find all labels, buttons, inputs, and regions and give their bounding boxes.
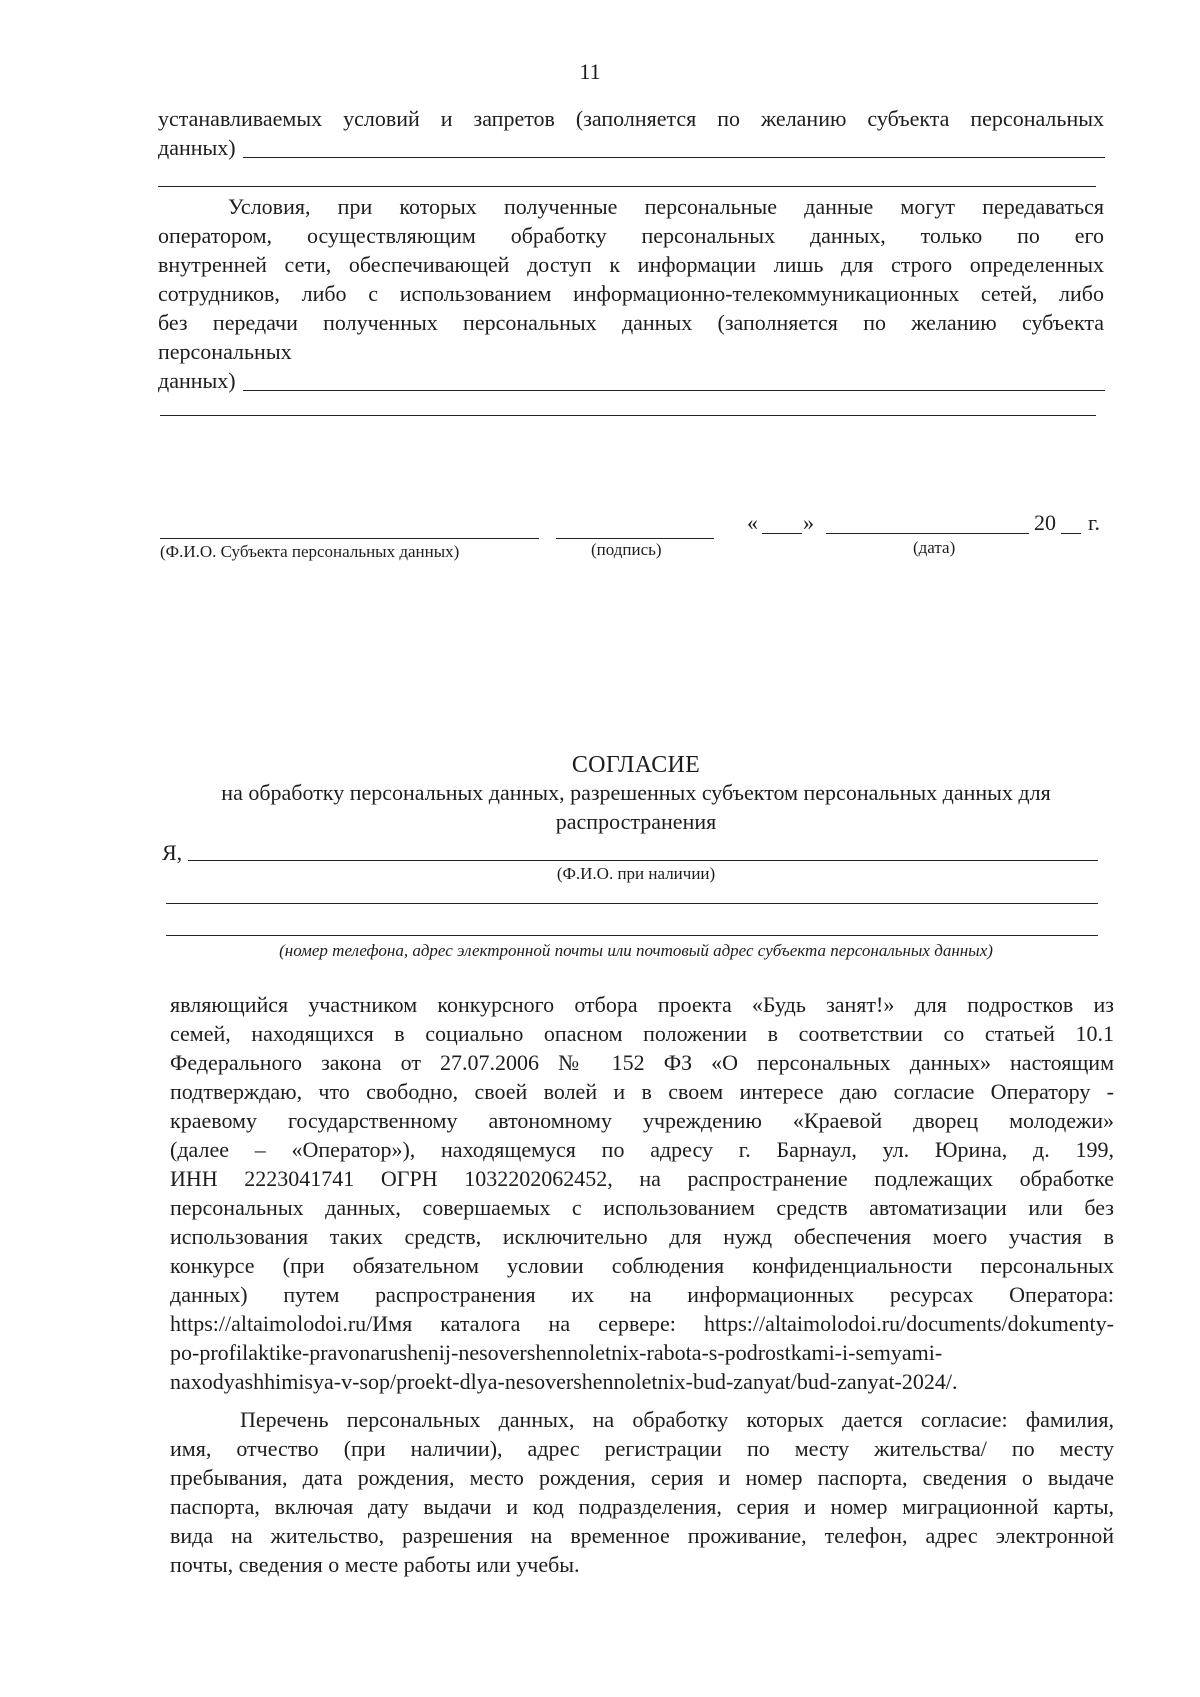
body-line-11: данных) путем распространения их на информационных ресурсах Оператора:: [170, 1282, 1114, 1307]
list-line-1: Перечень персональных данных, на обработку которых дается согласие: фамилия,: [240, 1407, 1114, 1432]
body-line-2: семей, находящихся в социально опасном положении в соответствии со статьей 10.1: [170, 1021, 1114, 1046]
conditions-line-6: персональных: [158, 339, 292, 364]
year-prefix: 20: [1034, 510, 1056, 535]
contact-fill-line-2: [166, 935, 1098, 936]
day-quote-open: «: [747, 510, 758, 535]
contact-caption: (номер телефона, адрес электронной почты или почтовый адрес субъекта персональных данных): [279, 941, 993, 960]
fio-caption-consent: (Ф.И.О. при наличии): [556, 864, 716, 883]
year-line: [1061, 533, 1081, 534]
body-line-14: naxodyashhimisya-v-sop/proekt-dlya-nesovershennoletnix-bud-zanyat/bud-zanyat-2024/.: [170, 1369, 958, 1394]
body-line-13: po-profilaktike-pravonarushenij-nesovershennoletnix-rabota-s-podrostkami-i-semyami-: [170, 1340, 943, 1365]
conditions-line-7: данных): [158, 368, 236, 393]
body-line-7: ИНН 2223041741 ОГРН 1032202062452, на распространение подлежащих обработке: [170, 1166, 1114, 1191]
page-number: 11: [579, 59, 601, 84]
date-caption: (дата): [913, 538, 956, 557]
list-line-5: вида на жительство, разрешения на временное проживание, телефон, адрес электронной: [170, 1523, 1114, 1548]
conditions-line-4: сотрудников, либо с использованием информационно-телекоммуникационных сетей, либо: [158, 281, 1104, 306]
signature-line: [556, 538, 714, 539]
conditions-line-5: без передачи полученных персональных данных (заполняется по желанию субъекта: [158, 310, 1104, 335]
year-suffix: г.: [1088, 510, 1101, 535]
body-line-1: являющийся участником конкурсного отбора проекта «Будь занят!» для подростков из: [170, 992, 1114, 1017]
ya-label: Я,: [162, 840, 183, 865]
list-line-6: почты, сведения о месте работы или учебы.: [170, 1552, 580, 1577]
top-section-line-1: устанавливаемых условий и запретов (заполняется по желанию субъекта персональных: [158, 106, 1104, 131]
list-line-4: паспорта, включая дату выдачи и код подразделения, серия и номер миграционной карты,: [170, 1494, 1114, 1519]
fio-signature-line: [160, 538, 539, 539]
signature-caption: (подпись): [591, 540, 662, 559]
body-line-8: персональных данных, совершаемых с использованием средств автоматизации или без: [170, 1195, 1114, 1220]
conditions-fill-line-1: [243, 390, 1105, 391]
body-line-5: краевому государственному автономному учреждению «Краевой дворец молодежи»: [170, 1108, 1114, 1133]
consent-subtitle-line-2: распространения: [555, 809, 717, 834]
top-section-line-2: данных): [158, 135, 236, 160]
fio-caption: (Ф.И.О. Субъекта персональных данных): [160, 542, 460, 561]
consent-title: СОГЛАСИЕ: [571, 752, 701, 778]
body-line-10: конкурсе (при обязательном условии соблюдения конфиденциальности персональных: [170, 1253, 1114, 1278]
body-line-9: использования таких средств, исключительно для нужд обеспечения моего участия в: [170, 1224, 1114, 1249]
contact-fill-line-1: [166, 903, 1098, 904]
body-line-12: https://altaimolodoi.ru/Имя каталога на сервере: https://altaimolodoi.ru/documents/dokumenty-: [170, 1311, 1114, 1336]
top-fill-line-1: [243, 157, 1105, 158]
conditions-line-3: внутренней сети, обеспечивающей доступ к информации лишь для строго определенных: [158, 252, 1104, 277]
body-line-6: (далее – «Оператор»), находящемуся по адресу г. Барнаул, ул. Юрина, д. 199,: [170, 1137, 1114, 1162]
conditions-line-2: оператором, осуществляющим обработку персональных данных, только по его: [158, 223, 1104, 248]
consent-subtitle-line-1: на обработку персональных данных, разрешенных субъектом персональных данных для: [221, 780, 1051, 805]
conditions-fill-line-2: [160, 415, 1096, 416]
day-line: [762, 533, 802, 534]
list-line-2: имя, отчество (при наличии), адрес регистрации по месту жительства/ по месту: [170, 1436, 1114, 1461]
day-quote-close: »: [803, 510, 814, 535]
date-line: [826, 533, 1029, 534]
body-line-3: Федерального закона от 27.07.2006 № 152 ФЗ «О персональных данных» настоящим: [170, 1050, 1114, 1075]
conditions-line-1: Условия, при которых полученные персональные данные могут передаваться: [228, 194, 1104, 219]
top-fill-line-2: [158, 186, 1096, 187]
list-line-3: пребывания, дата рождения, место рождения, серия и номер паспорта, сведения о выдаче: [170, 1465, 1114, 1490]
body-line-4: подтверждаю, что свободно, своей волей и в своем интересе даю согласие Оператору -: [170, 1079, 1114, 1104]
fio-fill-line: [188, 860, 1098, 861]
